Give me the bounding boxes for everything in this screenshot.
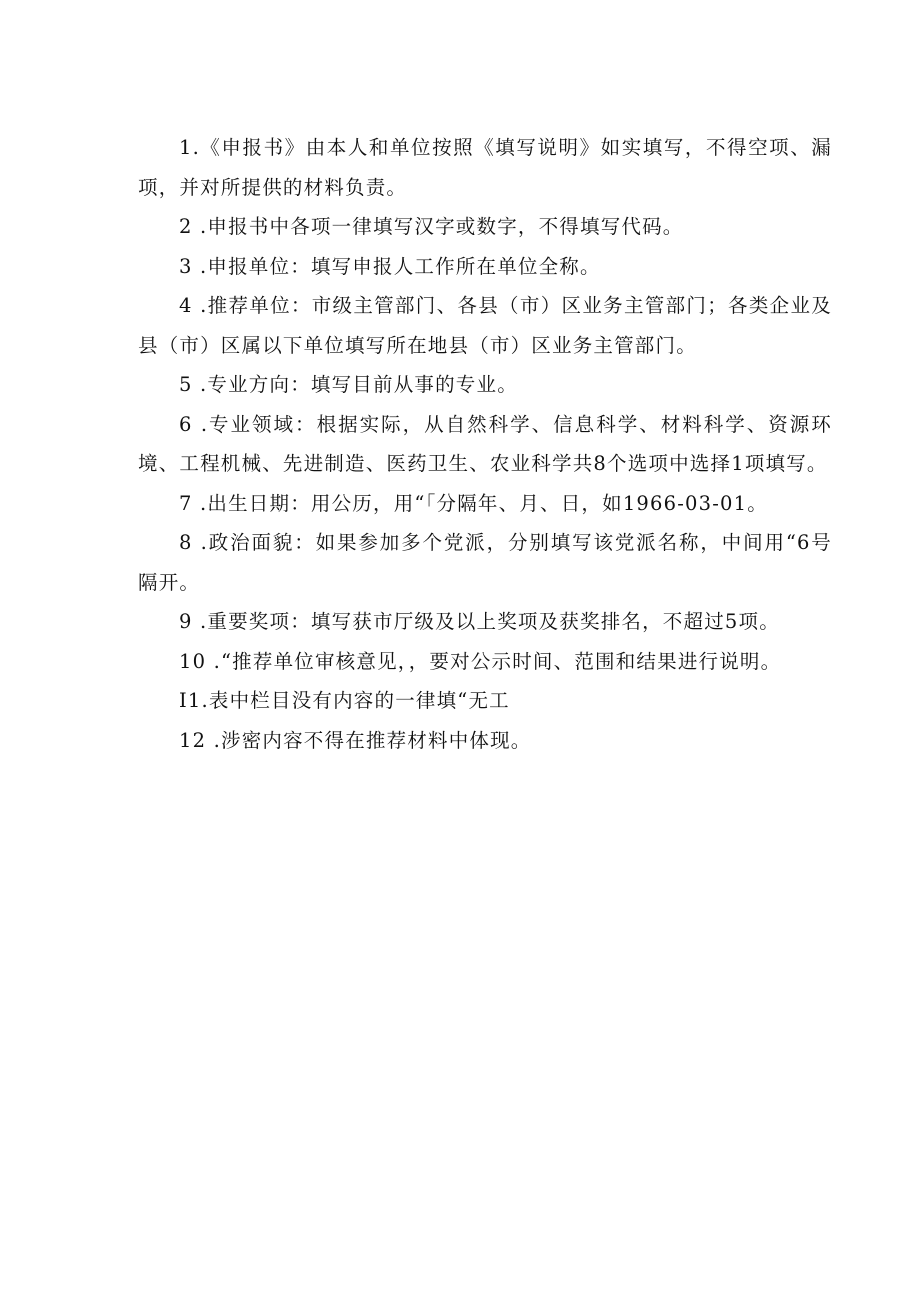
instruction-item-2: 2 .申报书中各项一律填写汉字或数字，不得填写代码。 [179,215,684,238]
instruction-item-9: 9 .重要奖项：填写获市厅级及以上奖项及获奖排名，不超过5项。 [179,610,780,633]
instruction-item-5: 5 .专业方向：填写目前从事的专业。 [179,373,518,396]
instruction-item-8: 8 .政治面貌：如果参加多个党派，分别填写该党派名称，中间用“6号隔开。 [138,531,832,594]
instruction-item-3: 3 .申报单位：填写申报人工作所在单位全称。 [179,254,601,278]
instruction-item-11: I1.表中栏目没有内容的一律填“无工 [179,689,510,712]
instruction-item-10: 10 .“推荐单位审核意见，，要对公示时间、范围和结果进行说明。 [179,649,782,673]
instruction-item-1: 1.《申报书》由本人和单位按照《填写说明》如实填写，不得空项、漏项，并对所提供的材料负责。 [138,136,832,199]
instruction-item-7: 7 .出生日期：用公历，用“「分隔年、月、日，如1966-03-01。 [179,491,768,515]
instructions-list [138,128,832,760]
instruction-item-12: 12 .涉密内容不得在推荐材料中体现。 [179,728,532,752]
instruction-item-6: 6 .专业领域：根据实际，从自然科学、信息科学、材料科学、资源环境、工程机械、先进制造、医药卫生、农业科学共8个选项中选择1项填写。 [138,412,832,475]
instruction-item-4: 4 .推荐单位：市级主管部门、各县（市）区业务主管部门；各类企业及县（市）区属以下单位填写所在地县（市）区业务主管部门。 [138,294,832,357]
